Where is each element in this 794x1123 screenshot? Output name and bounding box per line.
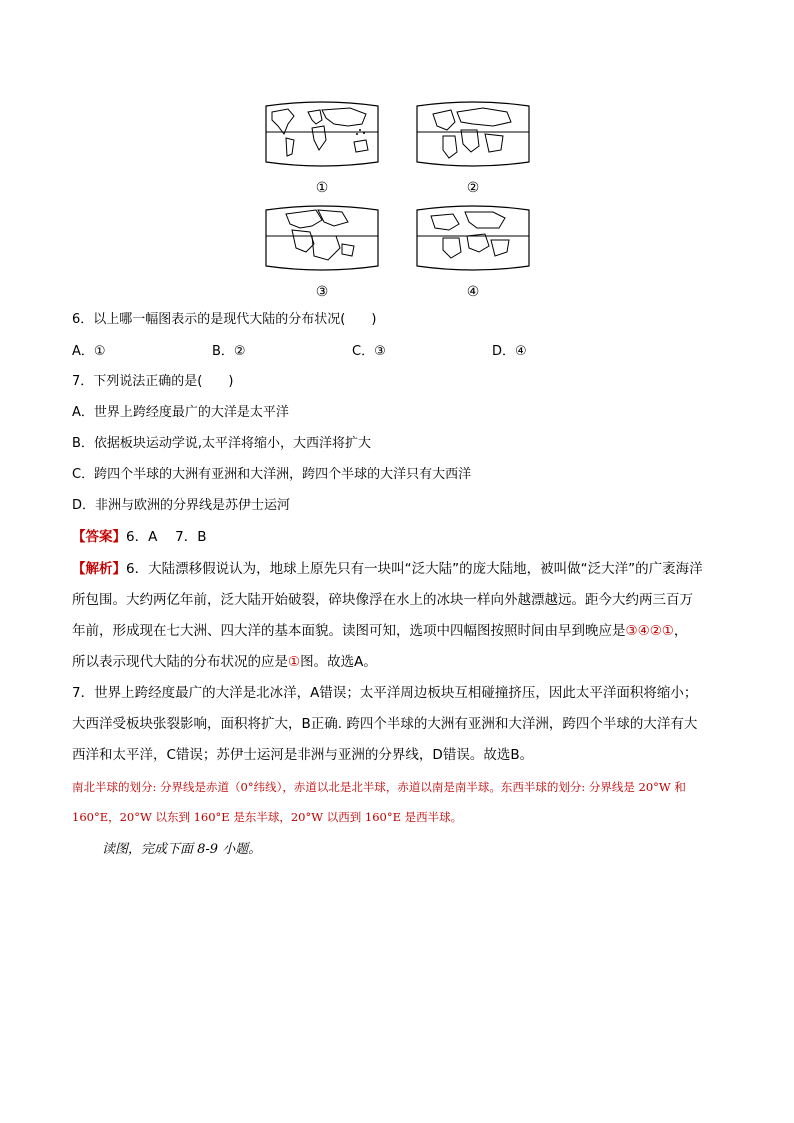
hemisphere-note	[72, 772, 722, 832]
question-7-stem: 7．下列说法正确的是( )	[72, 374, 234, 389]
map-3	[262, 204, 382, 272]
map-3-label: ③	[315, 284, 329, 300]
analysis-q7-line-3: 西洋和太平洋，C错误；苏伊士运河是非洲与亚洲的分界线，D错误。故选B。	[72, 747, 534, 763]
analysis-q7-line-2: 大西洋受板块张裂影响，面积将扩大，B正确. 跨四个半球的大洲有亚洲和大洋洲，跨四个半球的大洋有大	[72, 716, 698, 732]
picture-highlight: ①	[288, 654, 301, 670]
analysis-q7-line-1: 7．世界上跨经度最广的大洋是北冰洋，A错误；太平洋周边板块互相碰撞挤压，因此太平洋面积将缩小；	[72, 685, 698, 701]
question-6-options	[72, 340, 632, 360]
answer-line	[72, 527, 206, 547]
analysis-q6-line-4-end: 图。故选A。	[300, 654, 377, 670]
question-6-stem: 6．以上哪一幅图表示的是现代大陆的分布状况( )	[72, 312, 377, 327]
map-1-label: ①	[315, 180, 329, 196]
analysis-q7	[72, 678, 722, 771]
q7-option-a: A．世界上跨经度最广的大洋是太平洋	[72, 405, 289, 420]
map-4	[413, 204, 533, 272]
analysis-q6-comma: ，	[673, 623, 688, 639]
analysis-tag: 【解析】	[72, 561, 126, 577]
q6-option-b: B．②	[212, 344, 246, 359]
q7-option-b: B．依据板块运动学说,太平洋将缩小，大西洋将扩大	[72, 436, 372, 451]
analysis-q6-line-3: 年前，形成现在七大洲、四大洋的基本面貌。读图可知，选项中四幅图按照时间由早到晚应是	[72, 623, 626, 639]
q6-option-d: D．④	[492, 344, 527, 359]
analysis-q6-line-2: 所包围。大约两亿年前，泛大陆开始破裂，碎块像浮在水上的冰块一样向外越漂越远。距今大约两三百万	[72, 592, 693, 608]
continent-maps-figure	[258, 100, 533, 305]
next-section-instruction: 读图，完成下面 8-9 小题。	[102, 842, 262, 857]
note-line-2: 160°E，20°W 以东到 160°E 是东半球，20°W 以西到 160°E 是西半球。	[72, 810, 463, 824]
q7-option-c: C．跨四个半球的大洲有亚洲和大洋洲，跨四个半球的大洋只有大西洋	[72, 467, 472, 482]
analysis-q6	[72, 554, 722, 678]
map-2	[413, 100, 533, 168]
q6-option-c: C．③	[352, 344, 386, 359]
note-line-1: 南北半球的划分: 分界线是赤道（0°纬线），赤道以北是北半球，赤道以南是南半球。东西半球的划分: 分界线是 20°W 和	[72, 780, 686, 794]
q7-option-d: D．非洲与欧洲的分界线是苏伊士运河	[72, 498, 291, 513]
q6-option-a: A．①	[72, 344, 106, 359]
analysis-q6-line-4: 所以表示现代大陆的分布状况的应是	[72, 654, 288, 670]
answer-tag: 【答案】	[72, 529, 126, 545]
map-4-label: ④	[466, 284, 480, 300]
analysis-q6-line-1: 6．大陆漂移假说认为，地球上原先只有一块叫“泛大陆”的庞大陆地，被叫做“泛大洋”的广袤海洋	[126, 561, 703, 577]
map-1-modern	[262, 100, 382, 168]
map-2-label: ②	[466, 180, 480, 196]
answer-text: 6．A 7．B	[126, 529, 207, 545]
sequence-highlight: ③④②①	[625, 623, 674, 639]
